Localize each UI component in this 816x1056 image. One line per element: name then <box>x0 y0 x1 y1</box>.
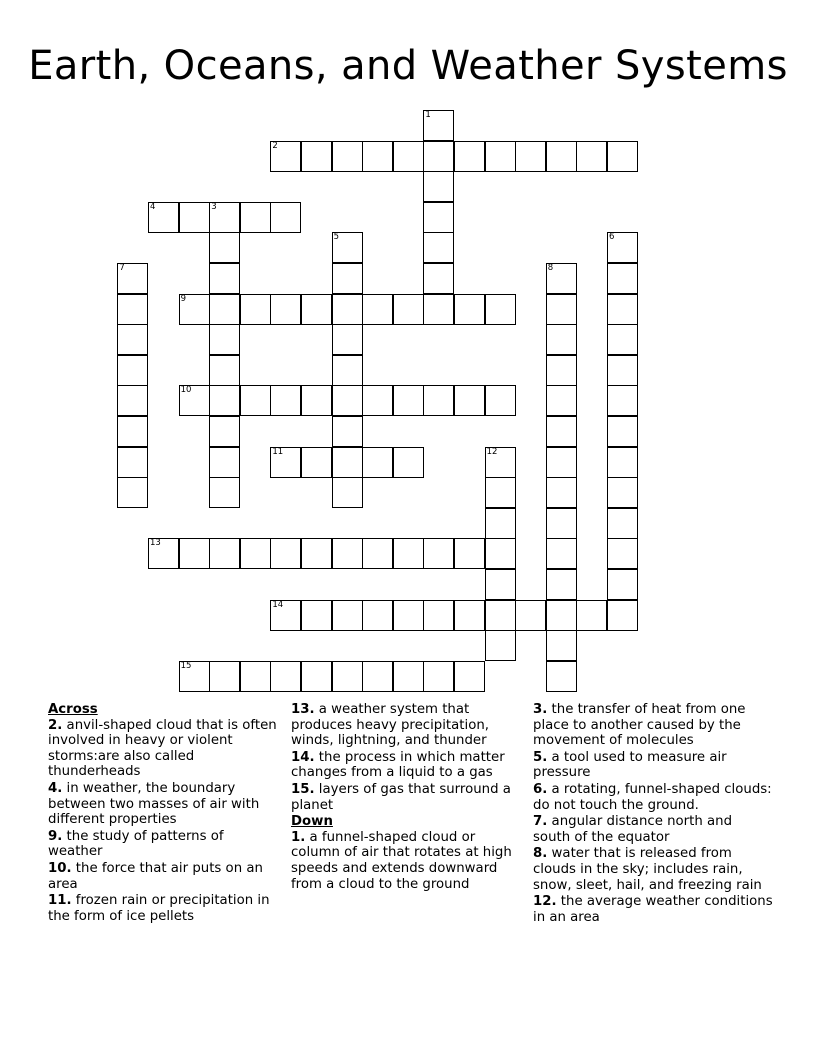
grid-cell[interactable] <box>485 141 516 172</box>
clue-number: 13. <box>291 702 315 717</box>
grid-cell[interactable] <box>209 202 240 233</box>
grid-cell[interactable] <box>454 600 485 631</box>
grid-cell[interactable] <box>423 385 454 416</box>
grid-cell[interactable] <box>607 355 638 386</box>
grid-cell[interactable] <box>117 355 148 386</box>
grid-cell[interactable] <box>270 538 301 569</box>
grid-cell[interactable] <box>117 263 148 294</box>
grid-cell[interactable] <box>301 600 332 631</box>
grid-cell[interactable] <box>270 202 301 233</box>
clue-number: 10. <box>48 860 72 876</box>
grid-cell[interactable] <box>485 447 516 478</box>
grid-cell[interactable] <box>607 538 638 569</box>
grid-cell[interactable] <box>607 477 638 508</box>
clue-text: anvil-shaped cloud that is often involved in heavy or violent storms:are also called thunderheads <box>48 717 277 780</box>
clue-across-2 <box>48 718 280 780</box>
grid-cell[interactable] <box>546 294 577 325</box>
grid-cell[interactable] <box>209 385 240 416</box>
grid-cell[interactable] <box>209 447 240 478</box>
clue-across-14 <box>291 750 523 781</box>
clue-text: a tool used to measure air pressure <box>533 749 727 781</box>
clue-number: 14. <box>291 749 315 765</box>
grid-cell[interactable] <box>270 294 301 325</box>
clue-down-7 <box>533 814 773 845</box>
grid-cell[interactable] <box>148 202 179 233</box>
grid-cell[interactable] <box>423 294 454 325</box>
grid-cell[interactable] <box>179 202 210 233</box>
clue-number: 4. <box>48 780 63 796</box>
clue-across-15 <box>291 782 523 813</box>
cell-number: 4 <box>150 201 156 212</box>
grid-cell[interactable] <box>301 538 332 569</box>
grid-cell[interactable] <box>240 202 271 233</box>
grid-cell[interactable] <box>546 661 577 692</box>
clue-number: 9. <box>48 828 63 844</box>
grid-cell[interactable] <box>454 385 485 416</box>
grid-cell[interactable] <box>209 477 240 508</box>
grid-cell[interactable] <box>515 600 546 631</box>
clue-number: 15. <box>291 781 315 797</box>
clue-text: in weather, the boundary between two masses of air with different properties <box>48 780 260 828</box>
clue-number: 11. <box>48 893 72 909</box>
cell-number: 10 <box>180 385 192 396</box>
clues-column-2 <box>291 702 523 893</box>
grid-cell[interactable] <box>393 447 424 478</box>
grid-cell[interactable] <box>607 294 638 325</box>
grid-cell[interactable] <box>546 416 577 447</box>
clue-down-12 <box>533 894 773 925</box>
grid-cell[interactable] <box>546 630 577 661</box>
cell-number: 13 <box>150 538 161 549</box>
grid-cell[interactable] <box>546 355 577 386</box>
clue-text: the average weather conditions in an area <box>533 894 773 925</box>
grid-cell[interactable] <box>117 385 148 416</box>
grid-cell[interactable] <box>423 202 454 233</box>
clue-number: 7. <box>533 814 548 830</box>
clue-across-10 <box>48 861 280 892</box>
grid-cell[interactable] <box>332 324 363 355</box>
grid-cell[interactable] <box>240 661 271 692</box>
grid-cell[interactable] <box>179 294 210 325</box>
grid-cell[interactable] <box>332 447 363 478</box>
clue-number: 8. <box>533 846 548 862</box>
grid-cell[interactable] <box>607 232 638 263</box>
cell-number: 12 <box>486 446 498 457</box>
clue-text: a weather system that produces heavy precipitation, winds, lightning, and thunder <box>291 702 489 749</box>
clue-text: a rotating, funnel-shaped clouds: do not touch the ground. <box>533 781 772 813</box>
grid-cell[interactable] <box>209 294 240 325</box>
grid-cell[interactable] <box>209 263 240 294</box>
clue-number: 5. <box>533 749 548 765</box>
clue-text: the process in which matter changes from a liquid to a gas <box>291 749 505 781</box>
grid-cell[interactable] <box>332 416 363 447</box>
grid-cell[interactable] <box>546 385 577 416</box>
grid-cell[interactable] <box>546 538 577 569</box>
grid-cell[interactable] <box>209 324 240 355</box>
clues-column-1 <box>48 702 280 925</box>
clues-column-3 <box>533 702 773 926</box>
grid-cell[interactable] <box>301 661 332 692</box>
grid-cell[interactable] <box>423 110 454 141</box>
cell-number: 11 <box>272 446 284 457</box>
grid-cell[interactable] <box>362 294 393 325</box>
grid-cell[interactable] <box>393 141 424 172</box>
grid-cell[interactable] <box>546 263 577 294</box>
grid-cell[interactable] <box>607 569 638 600</box>
cell-number: 3 <box>211 201 217 212</box>
clue-number: 3. <box>533 702 548 717</box>
grid-cell[interactable] <box>270 141 301 172</box>
grid-cell[interactable] <box>117 477 148 508</box>
clue-number: 2. <box>48 717 63 733</box>
grid-cell[interactable] <box>485 630 516 661</box>
grid-cell[interactable] <box>362 141 393 172</box>
grid-cell[interactable] <box>607 141 638 172</box>
grid-cell[interactable] <box>423 538 454 569</box>
cell-number: 8 <box>547 263 554 273</box>
grid-cell[interactable] <box>546 477 577 508</box>
clue-text: the transfer of heat from one place to another caused by the movement of molecules <box>533 702 746 749</box>
cell-number: 14 <box>272 599 284 610</box>
grid-cell[interactable] <box>332 385 363 416</box>
grid-cell[interactable] <box>332 355 363 386</box>
grid-cell[interactable] <box>362 385 393 416</box>
across-heading: Across <box>48 702 98 717</box>
cell-number: 9 <box>180 293 187 304</box>
grid-cell[interactable] <box>485 600 516 631</box>
grid-cell[interactable] <box>485 508 516 539</box>
clue-number: 12. <box>533 894 557 910</box>
clue-number: 1. <box>291 829 306 845</box>
grid-cell[interactable] <box>209 661 240 692</box>
grid-cell[interactable] <box>607 324 638 355</box>
grid-cell[interactable] <box>546 600 577 631</box>
grid-cell[interactable] <box>607 508 638 539</box>
grid-cell[interactable] <box>332 263 363 294</box>
grid-cell[interactable] <box>117 416 148 447</box>
grid-cell[interactable] <box>423 263 454 294</box>
grid-cell[interactable] <box>362 447 393 478</box>
grid-cell[interactable] <box>576 600 607 631</box>
grid-cell[interactable] <box>240 294 271 325</box>
grid-cell[interactable] <box>179 538 210 569</box>
clue-down-5 <box>533 750 773 781</box>
grid-cell[interactable] <box>454 294 485 325</box>
grid-cell[interactable] <box>423 171 454 202</box>
grid-cell[interactable] <box>423 232 454 263</box>
grid-cell[interactable] <box>607 600 638 631</box>
puzzle-title: Earth, Oceans, and Weather Systems <box>28 43 788 89</box>
cell-number: 6 <box>609 232 615 243</box>
grid-cell[interactable] <box>332 141 363 172</box>
clue-text: water that is released from clouds in the sky; includes rain, snow, sleet, hail, and freezing rain <box>533 846 762 893</box>
grid-cell[interactable] <box>209 355 240 386</box>
grid-cell[interactable] <box>179 661 210 692</box>
grid-cell[interactable] <box>515 141 546 172</box>
clue-across-13 <box>291 702 523 749</box>
grid-cell[interactable] <box>607 447 638 478</box>
grid-cell[interactable] <box>240 385 271 416</box>
clue-text: the study of patterns of weather <box>48 828 224 860</box>
grid-cell[interactable] <box>454 538 485 569</box>
clue-down-3 <box>533 702 773 749</box>
grid-cell[interactable] <box>546 447 577 478</box>
grid-cell[interactable] <box>209 538 240 569</box>
grid-cell[interactable] <box>240 538 271 569</box>
grid-cell[interactable] <box>117 447 148 478</box>
grid-cell[interactable] <box>454 141 485 172</box>
clue-text: a funnel-shaped cloud or column of air that rotates at high speeds and extends downward from a cloud to the ground <box>291 829 512 892</box>
grid-cell[interactable] <box>332 232 363 263</box>
grid-cell[interactable] <box>485 294 516 325</box>
grid-cell[interactable] <box>423 661 454 692</box>
grid-cell[interactable] <box>148 538 179 569</box>
clue-text: angular distance north and south of the equator <box>533 814 733 845</box>
grid-cell[interactable] <box>607 385 638 416</box>
clue-number: 6. <box>533 781 548 797</box>
grid-cell[interactable] <box>423 141 454 172</box>
grid-cell[interactable] <box>485 385 516 416</box>
grid-cell[interactable] <box>362 538 393 569</box>
grid-cell[interactable] <box>393 294 424 325</box>
cell-number: 7 <box>119 263 125 273</box>
grid-cell[interactable] <box>393 600 424 631</box>
grid-cell[interactable] <box>393 661 424 692</box>
grid-cell[interactable] <box>546 141 577 172</box>
grid-cell[interactable] <box>270 385 301 416</box>
grid-cell[interactable] <box>209 416 240 447</box>
grid-cell[interactable] <box>301 294 332 325</box>
cell-number: 5 <box>333 232 340 243</box>
grid-cell[interactable] <box>332 661 363 692</box>
clue-across-11 <box>48 893 280 924</box>
grid-cell[interactable] <box>270 447 301 478</box>
clue-text: the force that air puts on an area <box>48 860 263 892</box>
clue-down-6 <box>533 782 773 813</box>
clue-across-4 <box>48 781 280 828</box>
cell-number: 2 <box>272 140 278 151</box>
grid-cell[interactable] <box>301 385 332 416</box>
cell-number: 15 <box>180 660 192 671</box>
grid-cell[interactable] <box>546 569 577 600</box>
grid-cell[interactable] <box>546 324 577 355</box>
grid-cell[interactable] <box>332 477 363 508</box>
grid-cell[interactable] <box>393 538 424 569</box>
grid-cell[interactable] <box>485 477 516 508</box>
clue-down-8 <box>533 846 773 893</box>
grid-cell[interactable] <box>117 294 148 325</box>
clue-across-9 <box>48 829 280 860</box>
cell-number: 1 <box>425 110 431 120</box>
grid-cell[interactable] <box>362 600 393 631</box>
clue-text: layers of gas that surround a planet <box>291 781 511 813</box>
grid-cell[interactable] <box>362 661 393 692</box>
grid-cell[interactable] <box>485 569 516 600</box>
grid-cell[interactable] <box>576 141 607 172</box>
grid-cell[interactable] <box>301 141 332 172</box>
grid-cell[interactable] <box>209 232 240 263</box>
grid-cell[interactable] <box>270 661 301 692</box>
grid-cell[interactable] <box>423 600 454 631</box>
grid-cell[interactable] <box>607 416 638 447</box>
grid-cell[interactable] <box>546 508 577 539</box>
grid-cell[interactable] <box>454 661 485 692</box>
grid-cell[interactable] <box>301 447 332 478</box>
down-heading: Down <box>291 814 333 830</box>
clue-down-1 <box>291 830 523 892</box>
grid-cell[interactable] <box>332 600 363 631</box>
grid-cell[interactable] <box>393 385 424 416</box>
clue-text: frozen rain or precipitation in the form of ice pellets <box>48 893 270 924</box>
grid-cell[interactable] <box>332 538 363 569</box>
grid-cell[interactable] <box>607 263 638 294</box>
grid-cell[interactable] <box>270 600 301 631</box>
grid-cell[interactable] <box>485 538 516 569</box>
grid-cell[interactable] <box>332 294 363 325</box>
grid-cell[interactable] <box>117 324 148 355</box>
grid-cell[interactable] <box>179 385 210 416</box>
